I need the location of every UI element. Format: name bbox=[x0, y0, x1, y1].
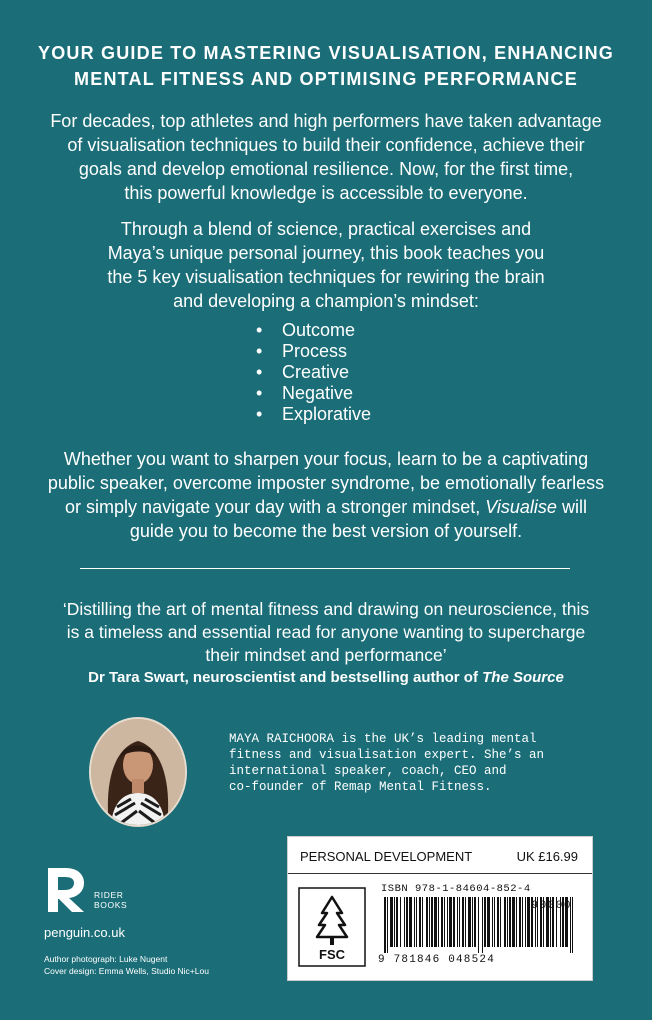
barcode-bar bbox=[387, 897, 388, 953]
publisher-website: penguin.co.uk bbox=[44, 925, 125, 940]
closing-line-1: Whether you want to sharpen your focus, learn to be a captivating bbox=[63, 449, 589, 469]
barcode-bar bbox=[465, 897, 466, 947]
closing-line-3-end: will bbox=[556, 497, 587, 517]
barcode-bar bbox=[472, 897, 473, 947]
price-label: UK £16.99 bbox=[516, 849, 578, 864]
barcode-bar bbox=[525, 897, 526, 947]
fsc-logo-icon bbox=[298, 887, 366, 967]
technique-item: • Process bbox=[256, 341, 371, 362]
barcode-bar bbox=[572, 897, 573, 953]
barcode-bar bbox=[512, 897, 515, 947]
barcode-bar bbox=[438, 897, 439, 947]
bio-line-4: co-founder of Remap Mental Fitness. bbox=[229, 780, 492, 794]
intro-paragraph bbox=[36, 109, 616, 205]
barcode-bar bbox=[426, 897, 428, 947]
technique-item: • Outcome bbox=[256, 320, 371, 341]
barcode-bar bbox=[468, 897, 471, 947]
barcode-bar bbox=[444, 897, 445, 947]
barcode-bar bbox=[516, 897, 517, 947]
barcode-bar bbox=[400, 897, 401, 947]
attribution-book-title: The Source bbox=[482, 669, 564, 686]
barcode-bar bbox=[416, 897, 417, 947]
divider bbox=[80, 568, 570, 569]
barcode-bar bbox=[484, 897, 486, 947]
book-title: Visualise bbox=[485, 497, 557, 517]
headline-line-2: MENTAL FITNESS AND OPTIMISING PERFORMANCE bbox=[74, 69, 578, 89]
barcode-bar bbox=[447, 897, 448, 947]
closing-paragraph bbox=[36, 447, 616, 543]
barcode-bar bbox=[509, 897, 511, 947]
barcode-bar bbox=[409, 897, 412, 947]
price-row bbox=[288, 837, 592, 874]
intro-line-2: of visualisation techniques to build their confidence, achieve their bbox=[67, 135, 585, 155]
credit-design: Cover design: Emma Wells, Studio Nic+Lou bbox=[44, 966, 209, 976]
techniques-list bbox=[256, 320, 371, 425]
barcode-bar bbox=[462, 897, 464, 947]
barcode-bar bbox=[431, 897, 433, 947]
barcode-bar bbox=[429, 897, 430, 947]
technique-item: • Negative bbox=[256, 383, 371, 404]
techniques-intro-paragraph bbox=[36, 217, 616, 313]
barcode-bar bbox=[482, 897, 483, 953]
barcode-bar bbox=[507, 897, 508, 947]
bio-line-3: international speaker, coach, CEO and bbox=[229, 764, 507, 778]
barcode-bar bbox=[459, 897, 460, 947]
author-bio bbox=[229, 731, 589, 795]
barcode-bar bbox=[419, 897, 421, 947]
technique-item: • Creative bbox=[256, 362, 371, 383]
quote-line-2: is a timeless and essential read for anyone wanting to supercharge bbox=[66, 622, 586, 642]
barcode-bar bbox=[497, 897, 499, 947]
headline bbox=[0, 40, 652, 92]
barcode-bar bbox=[390, 897, 393, 947]
barcode-bar bbox=[394, 897, 395, 947]
barcode-bar bbox=[384, 897, 386, 953]
barcode-bar bbox=[487, 897, 490, 947]
techniques-intro-line-4: and developing a champion’s mindset: bbox=[173, 291, 479, 311]
fsc-label: FSC bbox=[319, 947, 345, 962]
closing-line-4: guide you to become the best version of yourself. bbox=[129, 521, 523, 541]
bio-line-1: MAYA RAICHOORA is the UK’s leading mental bbox=[229, 732, 537, 746]
author-photo bbox=[89, 717, 187, 827]
techniques-intro-line-2: Maya’s unique personal journey, this book teaches you bbox=[107, 243, 545, 263]
publisher-logo-text bbox=[94, 890, 127, 910]
closing-line-2: public speaker, overcome imposter syndrome, be emotionally fearless bbox=[47, 473, 605, 493]
quote-line-1: ‘Distilling the art of mental fitness and drawing on neuroscience, this bbox=[62, 599, 590, 619]
closing-line-3-start: or simply navigate your day with a stronger mindset, bbox=[65, 497, 486, 517]
barcode-bar bbox=[500, 897, 501, 947]
barcode-number: 9 781846 048524 bbox=[378, 954, 496, 966]
barcode-bar bbox=[434, 897, 437, 947]
techniques-intro-line-3: the 5 key visualisation techniques for rewiring the brain bbox=[107, 267, 545, 287]
barcode-bar bbox=[492, 897, 493, 947]
barcode-bar bbox=[504, 897, 506, 947]
quote-attribution bbox=[0, 669, 652, 686]
rider-logo-icon bbox=[44, 866, 90, 914]
category-label: PERSONAL DEVELOPMENT bbox=[300, 849, 473, 864]
closing-line-3 bbox=[36, 495, 616, 519]
logo-line-1: RIDER bbox=[94, 890, 124, 900]
logo-line-2: BOOKS bbox=[94, 900, 128, 910]
barcode-bar bbox=[519, 897, 521, 947]
barcode-bar bbox=[453, 897, 455, 947]
intro-line-3: goals and develop emotional resilience. Now, for the first time, bbox=[78, 159, 574, 179]
isbn-text: ISBN 978-1-84604-852-4 bbox=[381, 883, 531, 895]
addon-number: 90000 bbox=[531, 900, 572, 912]
intro-line-1: For decades, top athletes and high performers have taken advantage bbox=[50, 111, 602, 131]
headline-line-1: YOUR GUIDE TO MASTERING VISUALISATION, ENHANCING bbox=[38, 43, 614, 63]
barcode-bar bbox=[527, 897, 530, 947]
credit-photo: Author photograph: Luke Nugent bbox=[44, 954, 168, 964]
barcode-bar bbox=[522, 897, 523, 947]
barcode-bar bbox=[494, 897, 495, 947]
techniques-intro-line-1: Through a blend of science, practical exercises and bbox=[120, 219, 532, 239]
barcode-bar bbox=[414, 897, 415, 947]
cover-credits bbox=[44, 953, 209, 977]
barcode-bar bbox=[406, 897, 408, 947]
barcode-bar bbox=[457, 897, 458, 947]
barcode-bar bbox=[474, 897, 476, 947]
technique-item: • Explorative bbox=[256, 404, 371, 425]
barcode-box bbox=[287, 836, 593, 981]
bio-line-2: fitness and visualisation expert. She’s an bbox=[229, 748, 545, 762]
barcode-bar bbox=[449, 897, 452, 947]
quote-line-3: their mindset and performance’ bbox=[205, 645, 447, 665]
barcode-bar bbox=[441, 897, 443, 947]
barcode-bar bbox=[478, 897, 479, 953]
barcode-bar bbox=[422, 897, 423, 947]
intro-line-4: this powerful knowledge is accessible to everyone. bbox=[124, 183, 528, 203]
barcode-bar bbox=[396, 897, 398, 947]
barcode-bar bbox=[404, 897, 405, 947]
author-portrait-image bbox=[91, 719, 185, 825]
endorsement-quote bbox=[30, 598, 622, 667]
attribution-text: Dr Tara Swart, neuroscientist and bestselling author of bbox=[88, 669, 483, 686]
